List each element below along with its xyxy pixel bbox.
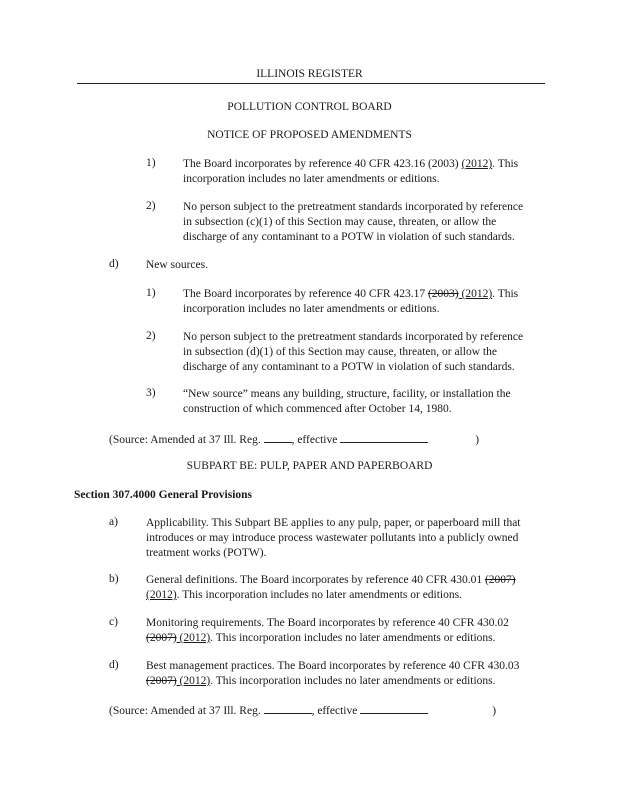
inserted-text: (2012) — [146, 589, 177, 601]
item-number: 1) — [146, 157, 156, 169]
item-number: 3) — [146, 387, 156, 399]
paragraph-d2: No person subject to the pretreatment standards incorporated by reference in subsection (d)(1) of this Section may cause, threaten, or allow the discharge of any contaminant to a POTW in violation of such standards. — [183, 331, 524, 373]
paragraph-b: General definitions. The Board incorporates by reference 40 CFR 430.01 (2007) (2012). This incorporation includes no later amendments or editions. — [146, 574, 516, 601]
paragraph-d3: “New source” means any building, structure, facility, or installation the construction of which commenced after October 14, 1980. — [183, 388, 511, 415]
subpart-title: SUBPART BE: PULP, PAPER AND PAPERBOARD — [186, 460, 433, 472]
paragraph-c1: The Board incorporates by reference 40 CFR 423.16 (2003) (2012). This incorporation includes no later amendments or editions. — [183, 158, 519, 185]
paragraph-d1: The Board incorporates by reference 40 CFR 423.17 (2003) (2012). This incorporation includes no later amendments or editions. — [183, 288, 519, 315]
register-title: ILLINOIS REGISTER — [256, 68, 363, 80]
item-number: b) — [109, 573, 119, 585]
inserted-text: (2012) — [176, 632, 211, 644]
board-title: POLLUTION CONTROL BOARD — [227, 101, 392, 113]
deleted-text: (2003) — [427, 288, 459, 300]
blank-line — [360, 702, 428, 714]
section-heading: Section 307.4000 General Provisions — [74, 489, 253, 501]
subsection-title: New sources. — [146, 259, 208, 271]
inserted-text: (2012) — [176, 675, 211, 687]
item-number: a) — [109, 516, 118, 528]
subsection-label: d) — [109, 258, 119, 270]
inserted-text: (2012) — [461, 158, 493, 170]
deleted-text: (2007) — [146, 675, 177, 687]
item-number: d) — [109, 659, 119, 671]
item-number: 2) — [146, 330, 156, 342]
item-number: 1) — [146, 287, 156, 299]
blank-line — [264, 431, 292, 443]
notice-title: NOTICE OF PROPOSED AMENDMENTS — [207, 129, 412, 141]
paragraph-c2: No person subject to the pretreatment standards incorporated by reference in subsection (c)(1) of this Section may cause, threaten, or allow the discharge of any contaminant to a POTW in violation of such standards. — [183, 201, 524, 243]
deleted-text: (2007) — [484, 574, 516, 586]
item-number: 2) — [146, 200, 156, 212]
blank-line — [340, 431, 428, 443]
item-number: c) — [109, 616, 118, 628]
deleted-text: (2007) — [146, 632, 177, 644]
header-rule — [77, 83, 545, 84]
blank-line — [264, 702, 312, 714]
source-note: (Source: Amended at 37 Ill. Reg. , effective ) — [109, 431, 479, 448]
paragraph-c: Monitoring requirements. The Board incorporates by reference 40 CFR 430.02 (2007) (2012). This incorporation includes no later amendments or editions. — [146, 617, 509, 644]
inserted-text: (2012) — [458, 288, 493, 300]
paragraph-a: Applicability. This Subpart BE applies to any pulp, paper, or paperboard mill that introduces or may introduce process wastewater pollutants into a publicly owned treatment works (POTW). — [146, 517, 521, 559]
source-note: (Source: Amended at 37 Ill. Reg. , effective ) — [109, 702, 496, 719]
paragraph-d: Best management practices. The Board incorporates by reference 40 CFR 430.03 (2007) (2012). This incorporation includes no later amendments or editions. — [146, 660, 520, 687]
